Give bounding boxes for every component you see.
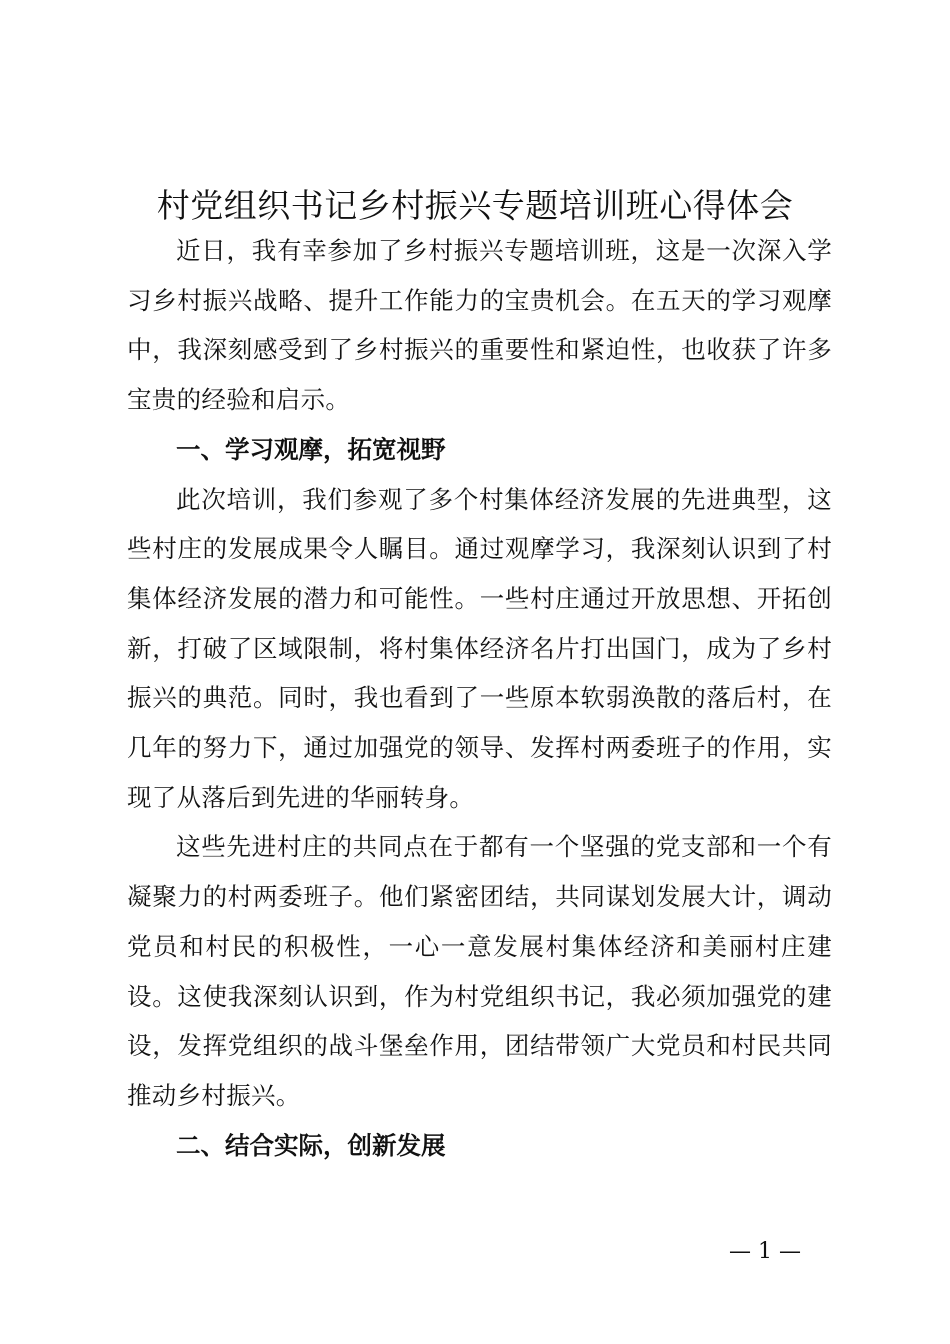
intro-paragraph: 近日，我有幸参加了乡村振兴专题培训班，这是一次深入学习乡村振兴战略、提升工作能力的宝贵机会。在五天的学习观摩中，我深刻感受到了乡村振兴的重要性和紧迫性，也收获了许多宝贵的经验和启示。 xyxy=(127,236,832,415)
page-number: — 1 — xyxy=(729,1239,801,1264)
body-paragraph-2: 这些先进村庄的共同点在于都有一个坚强的党支部和一个有凝聚力的村两委班子。他们紧密团结，共同谋划发展大计，调动党员和村民的积极性，一心一意发展村集体经济和美丽村庄建设。这使我深刻认识到，作为村党组织书记，我必须加强党的建设，发挥党组织的战斗堡垒作用，团结带领广大党员和村民共同推动乡村振兴。 xyxy=(127,832,832,1110)
body-paragraph-1: 此次培训，我们参观了多个村集体经济发展的先进典型，这些村庄的发展成果令人瞩目。通过观摩学习，我深刻认识到了村集体经济发展的潜力和可能性。一些村庄通过开放思想、开拓创新，打破了区域限制，将村集体经济名片打出国门，成为了乡村振兴的典范。同时，我也看到了一些原本软弱涣散的落后村，在几年的努力下，通过加强党的领导、发挥村两委班子的作用，实现了从落后到先进的华丽转身。 xyxy=(127,484,832,812)
document-title: 村党组织书记乡村振兴专题培训班心得体会 xyxy=(156,186,794,225)
document-body xyxy=(127,226,832,1170)
section-heading-2: 二、结合实际，创新发展 xyxy=(176,1130,446,1160)
section-heading-1: 一、学习观摩，拓宽视野 xyxy=(176,434,446,464)
